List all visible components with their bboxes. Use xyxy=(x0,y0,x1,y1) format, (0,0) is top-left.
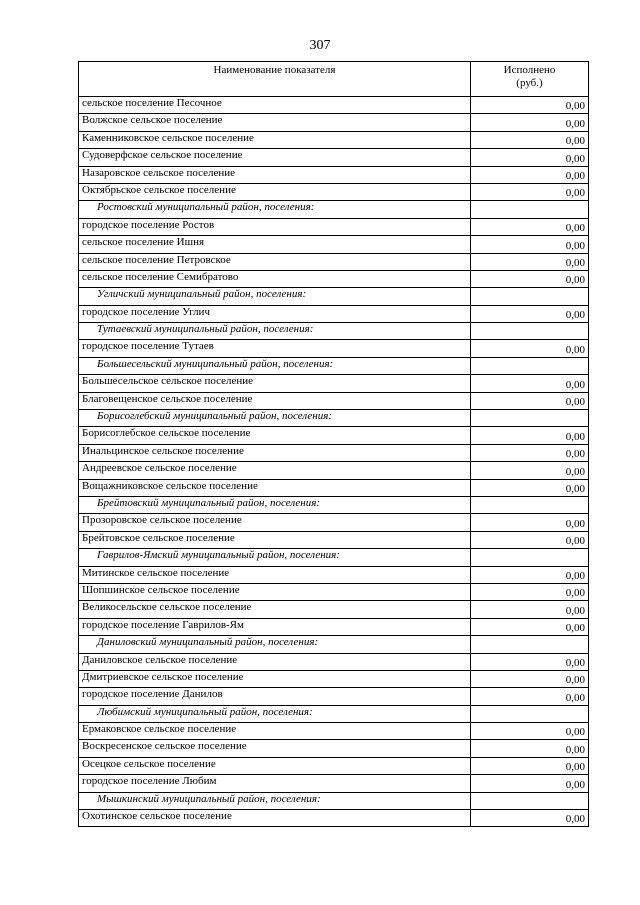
table-row xyxy=(79,462,589,479)
executed-value-cell: 0,00 xyxy=(471,114,589,131)
table-row xyxy=(79,218,589,235)
executed-value-cell xyxy=(471,549,589,566)
executed-value-cell: 0,00 xyxy=(471,183,589,200)
table-row xyxy=(79,601,589,618)
settlement-name-cell: городское поселение Тутаев xyxy=(79,340,471,357)
district-name-cell: Борисоглебский муниципальный район, поселения: xyxy=(79,410,471,427)
settlement-name-cell: Андреевское сельское поселение xyxy=(79,462,471,479)
district-name-cell: Гаврилов-Ямский муниципальный район, поселения: xyxy=(79,549,471,566)
table-row xyxy=(79,305,589,322)
table-row xyxy=(79,618,589,635)
district-header-row xyxy=(79,792,589,809)
executed-value-cell xyxy=(471,410,589,427)
settlement-name-cell: сельское поселение Семибратово xyxy=(79,270,471,287)
executed-value-cell: 0,00 xyxy=(471,757,589,774)
district-name-cell: Даниловский муниципальный район, поселения: xyxy=(79,636,471,653)
district-header-row xyxy=(79,323,589,340)
table-row xyxy=(79,166,589,183)
table-row xyxy=(79,810,589,827)
executed-value-cell: 0,00 xyxy=(471,566,589,583)
executed-value-cell: 0,00 xyxy=(471,236,589,253)
executed-value-cell: 0,00 xyxy=(471,375,589,392)
executed-value-cell xyxy=(471,201,589,218)
executed-value-cell: 0,00 xyxy=(471,740,589,757)
table-row xyxy=(79,270,589,287)
district-header-row xyxy=(79,549,589,566)
executed-value-cell: 0,00 xyxy=(471,775,589,792)
executed-value-cell: 0,00 xyxy=(471,270,589,287)
settlement-name-cell: Великосельское сельское поселение xyxy=(79,601,471,618)
executed-value-cell xyxy=(471,323,589,340)
settlement-name-cell: Митинское сельское поселение xyxy=(79,566,471,583)
table-row xyxy=(79,670,589,687)
executed-value-cell: 0,00 xyxy=(471,601,589,618)
page-number: 307 xyxy=(309,38,331,53)
executed-value-cell xyxy=(471,496,589,513)
executed-value-cell xyxy=(471,357,589,374)
report-table xyxy=(78,61,589,827)
executed-value-cell: 0,00 xyxy=(471,688,589,705)
settlement-name-cell: сельское поселение Петровское xyxy=(79,253,471,270)
executed-value-cell: 0,00 xyxy=(471,670,589,687)
settlement-name-cell: Ермаковское сельское поселение xyxy=(79,723,471,740)
executed-value-cell: 0,00 xyxy=(471,479,589,496)
settlement-name-cell: Октябрьское сельское поселение xyxy=(79,183,471,200)
settlement-name-cell: Брейтовское сельское поселение xyxy=(79,531,471,548)
executed-value-cell: 0,00 xyxy=(471,514,589,531)
executed-value-cell xyxy=(471,636,589,653)
executed-value-cell: 0,00 xyxy=(471,340,589,357)
settlement-name-cell: Каменниковское сельское поселение xyxy=(79,131,471,148)
table-row xyxy=(79,775,589,792)
table-row xyxy=(79,236,589,253)
executed-value-cell: 0,00 xyxy=(471,253,589,270)
district-name-cell: Большесельский муниципальный район, поселения: xyxy=(79,357,471,374)
settlement-name-cell: Большесельское сельское поселение xyxy=(79,375,471,392)
table-row xyxy=(79,583,589,600)
table-row xyxy=(79,375,589,392)
table-row xyxy=(79,131,589,148)
executed-value-cell: 0,00 xyxy=(471,166,589,183)
settlement-name-cell: Шопшинское сельское поселение xyxy=(79,583,471,600)
settlement-name-cell: городское поселение Любим xyxy=(79,775,471,792)
district-name-cell: Ростовский муниципальный район, поселения: xyxy=(79,201,471,218)
header-name-label: Наименование показателя xyxy=(213,64,336,76)
executed-value-cell: 0,00 xyxy=(471,810,589,827)
district-header-row xyxy=(79,410,589,427)
district-name-cell: Мышкинский муниципальный район, поселения: xyxy=(79,792,471,809)
table-row xyxy=(79,514,589,531)
table-header-row xyxy=(79,62,589,97)
executed-value-cell: 0,00 xyxy=(471,97,589,114)
table-body xyxy=(79,97,589,827)
settlement-name-cell: Инальцинское сельское поселение xyxy=(79,444,471,461)
settlement-name-cell: Охотинское сельское поселение xyxy=(79,810,471,827)
table-row xyxy=(79,444,589,461)
district-header-row xyxy=(79,705,589,722)
settlement-name-cell: Воскресенское сельское поселение xyxy=(79,740,471,757)
executed-value-cell: 0,00 xyxy=(471,618,589,635)
executed-value-cell: 0,00 xyxy=(471,305,589,322)
settlement-name-cell: Вощажниковское сельское поселение xyxy=(79,479,471,496)
table-row xyxy=(79,653,589,670)
table-row xyxy=(79,114,589,131)
executed-value-cell xyxy=(471,705,589,722)
settlement-name-cell: сельское поселение Ишня xyxy=(79,236,471,253)
district-name-cell: Угличский муниципальный район, поселения: xyxy=(79,288,471,305)
executed-value-cell: 0,00 xyxy=(471,531,589,548)
table-row xyxy=(79,740,589,757)
settlement-name-cell: Волжское сельское поселение xyxy=(79,114,471,131)
table-row xyxy=(79,97,589,114)
executed-value-cell: 0,00 xyxy=(471,131,589,148)
table-row xyxy=(79,183,589,200)
table-row xyxy=(79,688,589,705)
header-value-line1: Исполнено xyxy=(503,64,556,76)
settlement-name-cell: Осецкое сельское поселение xyxy=(79,757,471,774)
executed-value-cell: 0,00 xyxy=(471,583,589,600)
settlement-name-cell: Судоверфское сельское поселение xyxy=(79,149,471,166)
executed-value-cell: 0,00 xyxy=(471,149,589,166)
settlement-name-cell: Борисоглебское сельское поселение xyxy=(79,427,471,444)
header-value xyxy=(471,62,589,97)
header-name xyxy=(79,62,471,97)
table-row xyxy=(79,531,589,548)
district-header-row xyxy=(79,496,589,513)
settlement-name-cell: сельское поселение Песочное xyxy=(79,97,471,114)
executed-value-cell: 0,00 xyxy=(471,653,589,670)
district-name-cell: Любимский муниципальный район, поселения: xyxy=(79,705,471,722)
executed-value-cell: 0,00 xyxy=(471,218,589,235)
district-header-row xyxy=(79,357,589,374)
settlement-name-cell: городское поселение Данилов xyxy=(79,688,471,705)
settlement-name-cell: Дмитриевское сельское поселение xyxy=(79,670,471,687)
table-row xyxy=(79,253,589,270)
district-name-cell: Тутаевский муниципальный район, поселения: xyxy=(79,323,471,340)
executed-value-cell xyxy=(471,288,589,305)
table-row xyxy=(79,723,589,740)
settlement-name-cell: Благовещенское сельское поселение xyxy=(79,392,471,409)
settlement-name-cell: городское поселение Гаврилов-Ям xyxy=(79,618,471,635)
district-header-row xyxy=(79,636,589,653)
header-value-line2: (руб.) xyxy=(516,77,543,89)
table-row xyxy=(79,340,589,357)
executed-value-cell: 0,00 xyxy=(471,392,589,409)
table-row xyxy=(79,757,589,774)
executed-value-cell: 0,00 xyxy=(471,427,589,444)
executed-value-cell: 0,00 xyxy=(471,462,589,479)
settlement-name-cell: Назаровское сельское поселение xyxy=(79,166,471,183)
executed-value-cell: 0,00 xyxy=(471,723,589,740)
table-row xyxy=(79,392,589,409)
district-header-row xyxy=(79,201,589,218)
table-row xyxy=(79,479,589,496)
executed-value-cell: 0,00 xyxy=(471,444,589,461)
district-name-cell: Брейтовский муниципальный район, поселения: xyxy=(79,496,471,513)
settlement-name-cell: городское поселение Ростов xyxy=(79,218,471,235)
table-row xyxy=(79,149,589,166)
settlement-name-cell: Даниловское сельское поселение xyxy=(79,653,471,670)
settlement-name-cell: городское поселение Углич xyxy=(79,305,471,322)
district-header-row xyxy=(79,288,589,305)
settlement-name-cell: Прозоровское сельское поселение xyxy=(79,514,471,531)
executed-value-cell xyxy=(471,792,589,809)
table-row xyxy=(79,566,589,583)
table-row xyxy=(79,427,589,444)
